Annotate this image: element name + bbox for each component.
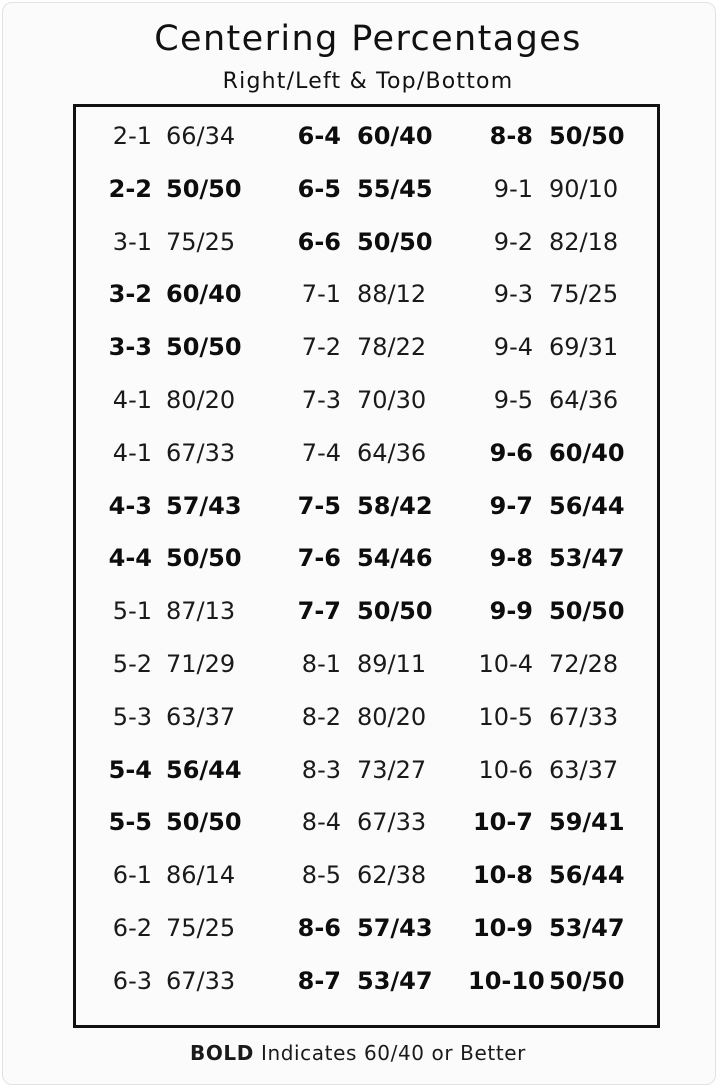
row-percentage: 60/40 (166, 280, 242, 308)
row-percentage: 78/22 (357, 333, 427, 361)
row-ratio: 10-7 (472, 808, 533, 836)
table-row (468, 121, 625, 151)
row-percentage: 50/50 (166, 175, 242, 203)
table-row (286, 702, 427, 732)
row-ratio: 4-3 (108, 492, 152, 520)
row-ratio: 4-1 (112, 386, 152, 414)
row-percentage: 67/33 (357, 808, 427, 836)
row-ratio: 8-5 (301, 861, 341, 889)
row-percentage: 59/41 (549, 808, 625, 836)
row-ratio: 10-5 (478, 703, 533, 731)
table-row (286, 860, 427, 890)
row-ratio: 8-3 (301, 756, 341, 784)
table-row (104, 279, 242, 309)
legend-text: Indicates 60/40 or Better (260, 1041, 527, 1065)
table-row (286, 174, 433, 204)
row-ratio: 9-3 (493, 280, 533, 308)
row-percentage: 64/36 (549, 386, 619, 414)
legend-bold-word: BOLD (189, 1041, 254, 1065)
row-percentage: 60/40 (357, 122, 433, 150)
centering-table (73, 104, 660, 1028)
row-ratio: 6-1 (112, 861, 152, 889)
row-ratio: 3-3 (108, 333, 152, 361)
row-percentage: 56/44 (166, 756, 242, 784)
table-row (286, 755, 427, 785)
row-ratio: 5-4 (108, 756, 152, 784)
table-row (104, 491, 242, 521)
row-ratio: 6-4 (297, 122, 341, 150)
table-row (104, 174, 242, 204)
row-ratio: 9-7 (489, 492, 533, 520)
table-row (104, 596, 236, 626)
row-percentage: 69/31 (549, 333, 619, 361)
table-row (286, 332, 427, 362)
row-ratio: 10-6 (478, 756, 533, 784)
row-percentage: 50/50 (166, 333, 242, 361)
table-row (468, 385, 619, 415)
table-row (468, 807, 625, 837)
table-row (286, 543, 433, 573)
table-row (104, 438, 236, 468)
row-percentage: 80/20 (166, 386, 236, 414)
row-percentage: 50/50 (166, 544, 242, 572)
table-row (104, 755, 242, 785)
row-ratio: 9-6 (489, 439, 533, 467)
table-row (104, 332, 242, 362)
row-ratio: 8-1 (301, 650, 341, 678)
row-percentage: 63/37 (166, 703, 236, 731)
page-title: Centering Percentages (154, 19, 582, 59)
row-ratio: 5-5 (108, 808, 152, 836)
row-percentage: 56/44 (549, 861, 625, 889)
row-percentage: 53/47 (357, 967, 433, 995)
row-ratio: 5-3 (112, 703, 152, 731)
table-row (468, 649, 619, 679)
row-percentage: 80/20 (357, 703, 427, 731)
row-percentage: 66/34 (166, 122, 236, 150)
row-percentage: 88/12 (357, 280, 427, 308)
table-row (468, 227, 619, 257)
table-row (104, 807, 242, 837)
row-ratio: 8-4 (301, 808, 341, 836)
row-ratio: 6-5 (297, 175, 341, 203)
table-row (104, 860, 236, 890)
row-percentage: 54/46 (357, 544, 433, 572)
row-percentage: 56/44 (549, 492, 625, 520)
row-percentage: 72/28 (549, 650, 619, 678)
row-percentage: 50/50 (549, 967, 625, 995)
row-percentage: 58/42 (357, 492, 433, 520)
row-percentage: 57/43 (357, 914, 433, 942)
table-row (286, 649, 427, 679)
row-percentage: 86/14 (166, 861, 236, 889)
row-ratio: 7-2 (301, 333, 341, 361)
table-row (104, 385, 236, 415)
table-row (104, 543, 242, 573)
row-ratio: 7-4 (301, 439, 341, 467)
row-percentage: 57/43 (166, 492, 242, 520)
table-row (468, 174, 619, 204)
row-percentage: 90/10 (549, 175, 619, 203)
row-percentage: 73/27 (357, 756, 427, 784)
row-percentage: 75/25 (166, 228, 236, 256)
table-row (468, 860, 625, 890)
row-ratio: 9-5 (493, 386, 533, 414)
row-ratio: 4-4 (108, 544, 152, 572)
row-ratio: 5-2 (112, 650, 152, 678)
row-ratio: 7-3 (301, 386, 341, 414)
table-row (468, 913, 625, 943)
table-row (468, 543, 625, 573)
row-percentage: 55/45 (357, 175, 433, 203)
row-percentage: 50/50 (549, 122, 625, 150)
table-row (104, 121, 236, 151)
row-percentage: 67/33 (166, 967, 236, 995)
row-ratio: 4-1 (112, 439, 152, 467)
row-percentage: 50/50 (357, 597, 433, 625)
table-row (286, 966, 433, 996)
table-row (468, 332, 619, 362)
row-percentage: 89/11 (357, 650, 427, 678)
row-percentage: 60/40 (549, 439, 625, 467)
row-ratio: 3-1 (112, 228, 152, 256)
table-row (286, 596, 433, 626)
row-percentage: 75/25 (549, 280, 619, 308)
row-percentage: 75/25 (166, 914, 236, 942)
row-percentage: 53/47 (549, 544, 625, 572)
table-row (468, 491, 625, 521)
row-percentage: 71/29 (166, 650, 236, 678)
table-row (104, 227, 236, 257)
row-ratio: 8-8 (489, 122, 533, 150)
table-row (286, 227, 433, 257)
row-ratio: 7-6 (297, 544, 341, 572)
table-row (468, 279, 619, 309)
centering-chart-card (2, 2, 716, 1085)
row-percentage: 64/36 (357, 439, 427, 467)
row-ratio: 10-4 (478, 650, 533, 678)
row-ratio: 8-6 (297, 914, 341, 942)
table-row (468, 702, 619, 732)
row-percentage: 67/33 (166, 439, 236, 467)
row-ratio: 7-1 (301, 280, 341, 308)
row-ratio: 5-1 (112, 597, 152, 625)
table-row (286, 385, 427, 415)
row-percentage: 70/30 (357, 386, 427, 414)
table-row (104, 913, 236, 943)
table-row (286, 121, 433, 151)
row-ratio: 7-5 (297, 492, 341, 520)
table-row (286, 279, 427, 309)
table-row (286, 438, 427, 468)
row-ratio: 9-2 (493, 228, 533, 256)
row-ratio: 9-9 (489, 597, 533, 625)
legend-note (3, 1039, 713, 1067)
row-percentage: 50/50 (357, 228, 433, 256)
row-ratio: 3-2 (108, 280, 152, 308)
row-percentage: 63/37 (549, 756, 619, 784)
row-ratio: 9-4 (493, 333, 533, 361)
row-ratio: 6-2 (112, 914, 152, 942)
table-row (286, 491, 433, 521)
table-row (286, 913, 433, 943)
table-row (468, 596, 625, 626)
row-percentage: 53/47 (549, 914, 625, 942)
page-subtitle: Right/Left & Top/Bottom (222, 69, 514, 94)
row-ratio: 6-6 (297, 228, 341, 256)
table-row (104, 966, 236, 996)
row-ratio: 7-7 (297, 597, 341, 625)
row-ratio: 10-8 (472, 861, 533, 889)
row-percentage: 87/13 (166, 597, 236, 625)
row-percentage: 82/18 (549, 228, 619, 256)
table-row (468, 438, 625, 468)
row-percentage: 62/38 (357, 861, 427, 889)
row-ratio: 9-1 (493, 175, 533, 203)
row-ratio: 10-9 (472, 914, 533, 942)
row-percentage: 50/50 (166, 808, 242, 836)
row-ratio: 2-2 (108, 175, 152, 203)
table-row (468, 755, 619, 785)
row-ratio: 9-8 (489, 544, 533, 572)
row-ratio: 10-10 (468, 967, 545, 995)
row-ratio: 8-7 (297, 967, 341, 995)
row-percentage: 50/50 (549, 597, 625, 625)
table-row (468, 966, 625, 996)
row-ratio: 2-1 (112, 122, 152, 150)
row-ratio: 8-2 (301, 703, 341, 731)
table-row (104, 702, 236, 732)
row-ratio: 6-3 (112, 967, 152, 995)
table-row (104, 649, 236, 679)
table-row (286, 807, 427, 837)
row-percentage: 67/33 (549, 703, 619, 731)
